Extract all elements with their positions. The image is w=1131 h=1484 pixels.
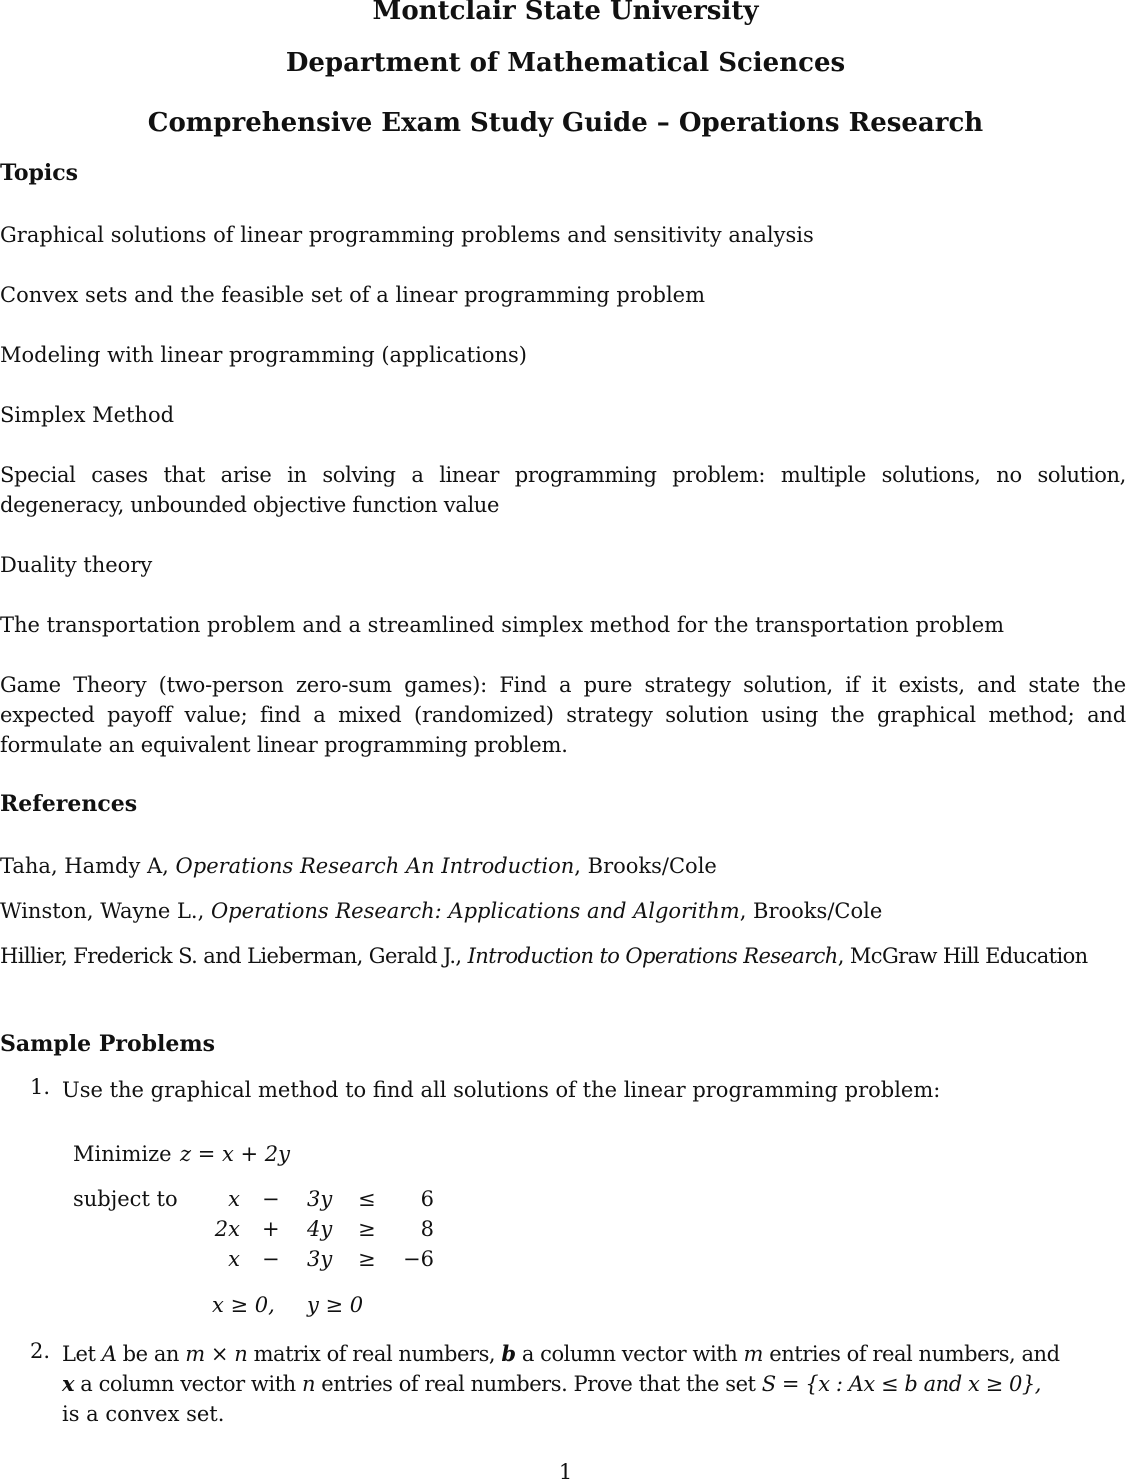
sample-problems-heading: Sample Problems (0, 1031, 216, 1057)
reference-publisher: , McGraw Hill Education (837, 944, 1088, 968)
text-run: be an (116, 1342, 186, 1366)
objective-label: Minimize (73, 1142, 172, 1166)
constraint-term: 3y (307, 1187, 333, 1211)
topics-heading: Topics (0, 160, 79, 186)
reference-author: Taha, Hamdy A, (0, 854, 176, 878)
department-title: Department of Mathematical Sciences (285, 48, 846, 78)
math-symbol: n (302, 1372, 316, 1396)
math-set: S = {x : Ax ≤ b and x ≥ 0}, (761, 1372, 1042, 1396)
page-number: 1 (558, 1460, 573, 1484)
text-run: a column vector with (74, 1372, 302, 1396)
reference-publisher: , Brooks/Cole (574, 854, 717, 878)
reference-title: Operations Research An Introduction (175, 854, 575, 878)
constraint-term: x (228, 1247, 240, 1271)
constraint-term: 4y (307, 1217, 333, 1241)
references-heading: References (0, 791, 138, 817)
document-title: Comprehensive Exam Study Guide – Operations Research (147, 108, 984, 138)
reference-item (0, 941, 1088, 971)
reference-author: Hillier, Frederick S. and Lieberman, Gerald J., (0, 944, 468, 968)
text-run: entries of real numbers. Prove that the set (315, 1372, 762, 1396)
nonnegativity-x: x ≥ 0, (212, 1293, 275, 1317)
problem-number: 2. (30, 1339, 51, 1363)
constraint-relation: ≤ (358, 1187, 376, 1211)
university-title: Montclair State University (372, 0, 759, 26)
constraint-rhs: −6 (403, 1247, 434, 1271)
reference-author: Winston, Wayne L., (0, 899, 211, 923)
math-vector: b (501, 1341, 516, 1366)
constraint-term: 2x (214, 1217, 240, 1241)
constraint-rhs: 8 (420, 1217, 434, 1241)
topic-item: The transportation problem and a streamlined simplex method for the transportation problem (0, 613, 1005, 637)
math-symbol: m (743, 1342, 764, 1366)
topic-item: Special cases that arise in solving a linear programming problem: multiple solutions, no solution, degeneracy, unbounded objective function value (0, 463, 1126, 517)
reference-publisher: , Brooks/Cole (739, 899, 883, 923)
math-symbol: m × n (185, 1342, 248, 1366)
problem-number: 1. (30, 1075, 51, 1099)
text-run: matrix of real numbers, (247, 1342, 502, 1366)
topic-item: Simplex Method (0, 403, 175, 427)
math-vector: x (62, 1371, 75, 1396)
problem-text-line: is a convex set. (62, 1402, 225, 1426)
problem-text-line (62, 1369, 1041, 1399)
problem-text-line (62, 1339, 1060, 1369)
nonnegativity-y: y ≥ 0 (307, 1293, 364, 1317)
text-run: a column vector with (515, 1342, 744, 1366)
constraint-term: 3y (307, 1247, 333, 1271)
topic-item: Convex sets and the feasible set of a linear programming problem (0, 283, 706, 307)
text-run: entries of real numbers, and (763, 1342, 1060, 1366)
constraint-rhs: 6 (420, 1187, 434, 1211)
math-symbol: A (101, 1342, 117, 1366)
topic-item: Graphical solutions of linear programming problems and sensitivity analysis (0, 223, 814, 247)
constraint-relation: ≥ (358, 1247, 376, 1271)
topic-item: Modeling with linear programming (applications) (0, 343, 527, 367)
constraint-operator: + (262, 1217, 280, 1241)
topic-item: Duality theory (0, 553, 153, 577)
text-run: Let (62, 1342, 102, 1366)
objective-expression: z = x + 2y (180, 1142, 291, 1166)
problem-text: Use the graphical method to find all solutions of the linear programming problem: (62, 1078, 941, 1102)
reference-item (0, 896, 882, 926)
reference-title: Operations Research: Applications and Algorithm (210, 899, 740, 923)
reference-title: Introduction to Operations Research (467, 944, 838, 968)
constraint-relation: ≥ (358, 1217, 376, 1241)
constraint-term: x (228, 1187, 240, 1211)
subject-to-label: subject to (73, 1187, 178, 1211)
constraint-operator: − (262, 1247, 280, 1271)
reference-item (0, 851, 717, 881)
topic-item: Game Theory (two-person zero-sum games): Find a pure strategy solution, if it exists, and state the expected payoff value; find a mixed (randomized) strategy solution using the graphical method; and formulate an equivalent linear programming problem. (0, 673, 1126, 757)
constraint-operator: − (262, 1187, 280, 1211)
